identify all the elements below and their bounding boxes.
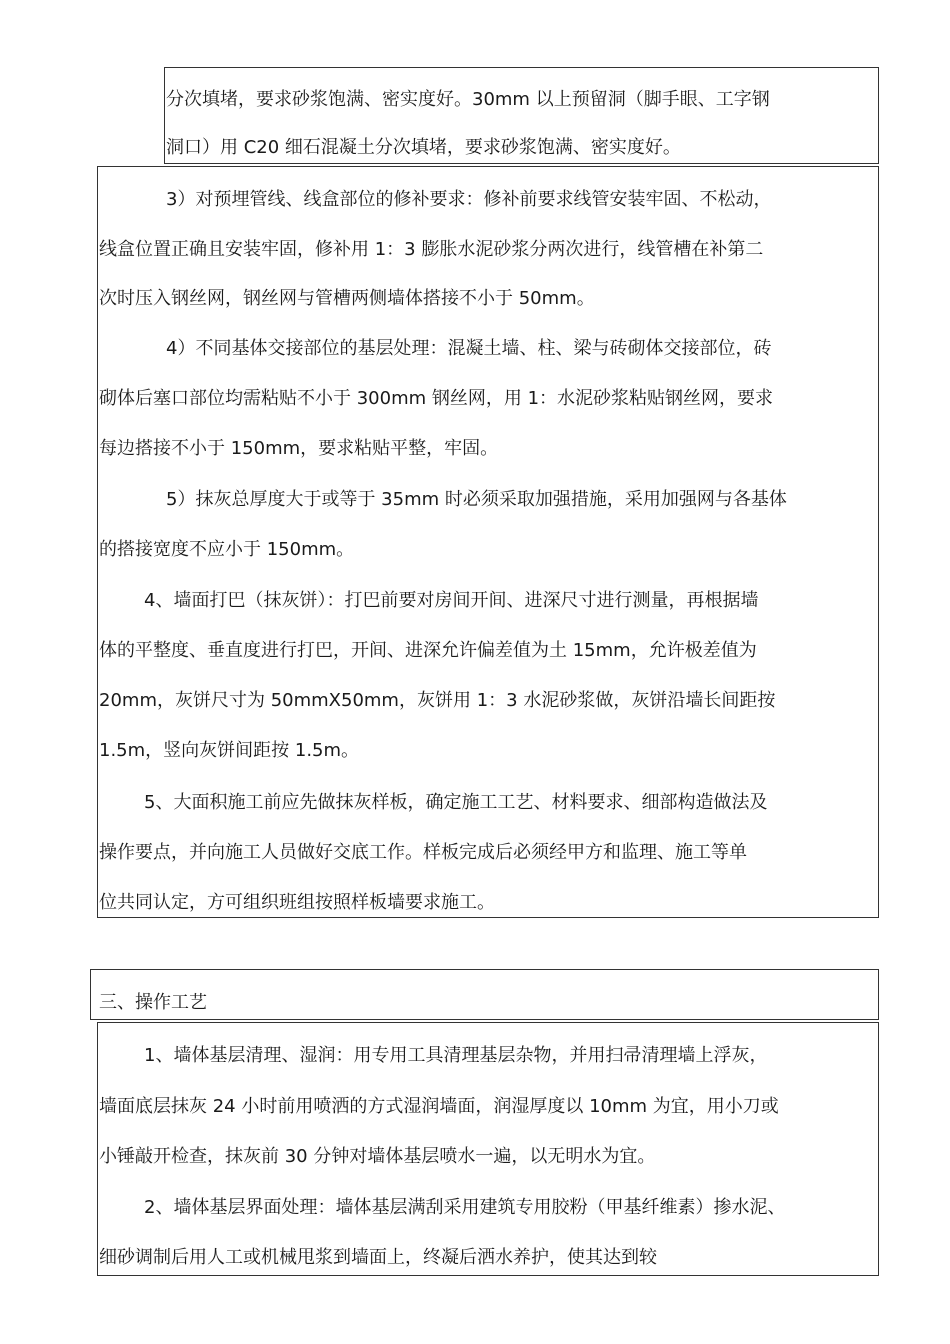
paragraph-line: 线盒位置正确且安装牢固，修补用 1：3 膨胀水泥砂浆分两次进行，线管槽在补第二 [99, 239, 764, 260]
paragraph-line: 体的平整度、垂直度进行打巴，开间、进深允许偏差值为土 15mm，允许极差值为 [99, 640, 757, 661]
paragraph-line: 次时压入钢丝网，钢丝网与管槽两侧墙体搭接不小于 50mm。 [99, 288, 595, 309]
section-title: 三、操作工艺 [99, 992, 207, 1013]
paragraph-line: 操作要点，并向施工人员做好交底工作。样板完成后必须经甲方和监理、施工等单 [99, 842, 747, 863]
paragraph-line: 位共同认定，方可组织班组按照样板墙要求施工。 [99, 892, 495, 913]
paragraph-line: 砌体后塞口部位均需粘贴不小于 300mm 钢丝网，用 1：水泥砂浆粘贴钢丝网，要求 [99, 388, 774, 409]
paragraph-line: 每边搭接不小于 150mm，要求粘贴平整，牢固。 [99, 438, 499, 459]
paragraph-line: 1、墙体基层清理、湿润：用专用工具清理基层杂物，并用扫帚清理墙上浮灰， [144, 1045, 768, 1066]
paragraph-line: 4）不同基体交接部位的基层处理：混凝土墙、柱、梁与砖砌体交接部位，砖 [166, 338, 772, 359]
paragraph-line: 细砂调制后用人工或机械甩浆到墙面上，终凝后洒水养护，使其达到较 [99, 1247, 657, 1268]
paragraph-line: 的搭接宽度不应小于 150mm。 [99, 539, 355, 560]
paragraph-line: 5）抹灰总厚度大于或等于 35mm 时必须采取加强措施，采用加强网与各基体 [166, 489, 787, 510]
paragraph-line: 洞口）用 C20 细石混凝土分次填堵，要求砂浆饱满、密实度好。 [166, 137, 681, 158]
paragraph-line: 5、大面积施工前应先做抹灰样板，确定施工工艺、材料要求、细部构造做法及 [144, 792, 768, 813]
paragraph-line: 小锤敲开检查，抹灰前 30 分钟对墙体基层喷水一遍，以无明水为宜。 [99, 1146, 656, 1167]
paragraph-line: 3）对预埋管线、线盒部位的修补要求：修补前要求线管安装牢固、不松动， [166, 189, 772, 210]
paragraph-line: 4、墙面打巴（抹灰饼）：打巴前要对房间开间、进深尺寸进行测量，再根据墙 [144, 590, 759, 611]
paragraph-line: 墙面底层抹灰 24 小时前用喷洒的方式湿润墙面，润湿厚度以 10mm 为宜，用小刀或 [99, 1096, 779, 1117]
paragraph-line: 20mm，灰饼尺寸为 50mmX50mm，灰饼用 1：3 水泥砂浆做，灰饼沿墙长间距按 [99, 690, 776, 711]
paragraph-line: 1.5m，竖向灰饼间距按 1.5m。 [99, 740, 360, 761]
paragraph-line: 分次填堵，要求砂浆饱满、密实度好。30mm 以上预留洞（脚手眼、工字钢 [166, 89, 770, 110]
section-title-box [90, 969, 879, 1020]
paragraph-line: 2、墙体基层界面处理：墙体基层满刮采用建筑专用胶粉（甲基纤维素）掺水泥、 [144, 1197, 786, 1218]
